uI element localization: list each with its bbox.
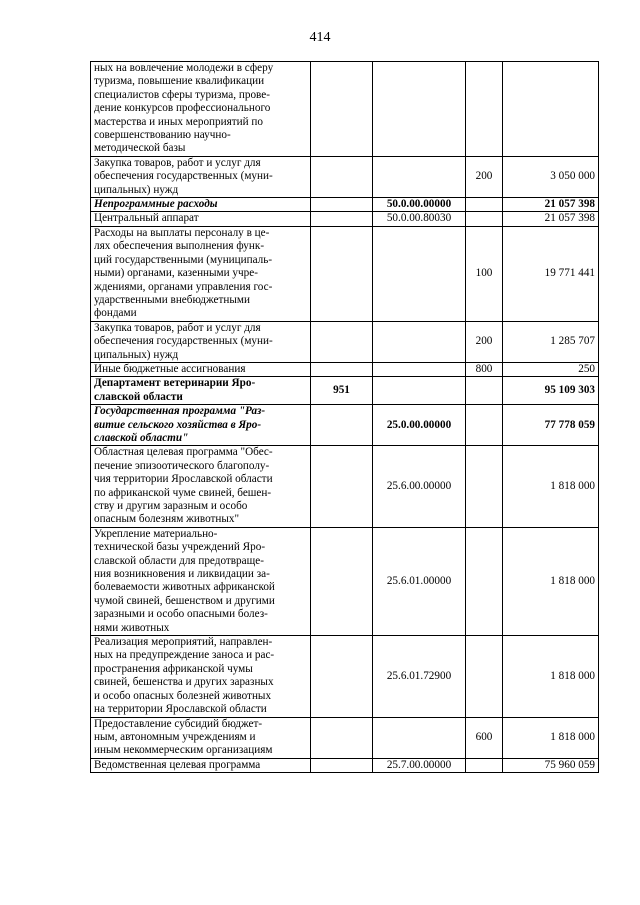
row-name-cell xyxy=(91,717,311,758)
row-name-line: и особо опасных болезней животных xyxy=(94,689,272,702)
budget-table xyxy=(90,61,599,773)
table-row xyxy=(91,198,599,212)
row-amount-cell: 95 109 303 xyxy=(503,377,599,405)
row-csr-cell: 25.6.01.72900 xyxy=(373,636,466,717)
row-name-line: чумой свиней, бешенством и другими xyxy=(94,594,275,607)
row-org-cell xyxy=(311,362,373,376)
row-name-line: славской области для предотвраще- xyxy=(94,554,264,567)
row-org-cell xyxy=(311,446,373,527)
row-name-line: ций государственными (муниципаль- xyxy=(94,253,273,266)
row-org-cell xyxy=(311,321,373,362)
row-csr-cell: 50.0.00.00000 xyxy=(373,198,466,212)
row-name-line: Непрограммные расходы xyxy=(94,198,218,211)
row-name-line: ния возникновения и ликвидации за- xyxy=(94,568,270,581)
table-row xyxy=(91,377,599,405)
table-row xyxy=(91,226,599,321)
row-name-line: по африканской чуме свиней, бешен- xyxy=(94,486,272,499)
row-name-cell xyxy=(91,377,311,405)
table-row xyxy=(91,212,599,226)
row-name-cell xyxy=(91,198,311,212)
row-name-line: Департамент ветеринарии Яро- xyxy=(94,377,256,390)
row-amount-cell: 1 818 000 xyxy=(503,636,599,717)
row-name-cell xyxy=(91,758,311,772)
page-number: 414 xyxy=(309,30,331,45)
row-name-line: Ведомственная целевая программа xyxy=(94,758,261,771)
row-name-line: обеспечения государственных (муни- xyxy=(94,335,273,348)
row-org-cell: 951 xyxy=(311,377,373,405)
row-csr-cell xyxy=(373,377,466,405)
row-name-cell xyxy=(91,362,311,376)
row-kvr-cell xyxy=(466,446,503,527)
row-kvr-cell xyxy=(466,62,503,157)
row-amount-cell: 1 818 000 xyxy=(503,527,599,635)
row-name-cell xyxy=(91,527,311,635)
row-csr-cell: 25.6.00.00000 xyxy=(373,446,466,527)
row-csr-cell xyxy=(373,717,466,758)
row-name-line: Предоставление субсидий бюджет- xyxy=(94,717,263,730)
row-name-cell xyxy=(91,636,311,717)
row-name-line: свиней, бешенства и других заразных xyxy=(94,676,274,689)
row-kvr-cell xyxy=(466,636,503,717)
row-org-cell xyxy=(311,758,373,772)
row-org-cell xyxy=(311,212,373,226)
row-org-cell xyxy=(311,717,373,758)
row-name-line: пространения африканской чумы xyxy=(94,662,253,675)
row-name-line: нями животных xyxy=(94,621,170,634)
row-org-cell xyxy=(311,198,373,212)
row-amount-cell: 3 050 000 xyxy=(503,156,599,197)
row-csr-cell: 25.0.00.00000 xyxy=(373,405,466,446)
row-name-line: Расходы на выплаты персоналу в це- xyxy=(94,226,270,239)
row-amount-cell: 75 960 059 xyxy=(503,758,599,772)
row-name-line: ципальных) нужд xyxy=(94,183,179,196)
row-name-line: иным некоммерческим организациям xyxy=(94,744,273,757)
row-name-cell xyxy=(91,212,311,226)
row-name-line: Укрепление материально- xyxy=(94,527,218,540)
row-kvr-cell: 100 xyxy=(466,226,503,321)
row-name-line: Областная целевая программа "Обес- xyxy=(94,446,273,459)
row-csr-cell: 25.7.00.00000 xyxy=(373,758,466,772)
row-name-line: заразными и особо опасными болез- xyxy=(94,608,268,621)
table-row xyxy=(91,156,599,197)
row-amount-cell: 19 771 441 xyxy=(503,226,599,321)
row-name-line: ству и другим заразным и особо xyxy=(94,500,248,512)
row-kvr-cell xyxy=(466,198,503,212)
row-name-cell xyxy=(91,321,311,362)
row-name-line: ждениями, органами управления гос- xyxy=(94,280,273,293)
row-name-line: славской области" xyxy=(94,431,189,444)
row-amount-cell: 1 818 000 xyxy=(503,717,599,758)
row-csr-cell: 50.0.00.80030 xyxy=(373,212,466,226)
row-kvr-cell xyxy=(466,758,503,772)
row-name-line: болеваемости животных африканской xyxy=(94,581,275,594)
row-kvr-cell: 800 xyxy=(466,362,503,376)
row-name-line: чия территории Ярославской области xyxy=(94,473,273,486)
row-name-line: совершенствованию научно- xyxy=(94,129,231,142)
table-row xyxy=(91,717,599,758)
row-name-cell xyxy=(91,62,311,157)
row-name-cell xyxy=(91,156,311,197)
row-amount-cell: 1 285 707 xyxy=(503,321,599,362)
row-org-cell xyxy=(311,527,373,635)
row-name-line: дение конкурсов профессионального xyxy=(94,102,271,115)
row-amount-cell: 21 057 398 xyxy=(503,212,599,226)
table-row xyxy=(91,636,599,717)
row-name-cell xyxy=(91,226,311,321)
row-org-cell xyxy=(311,405,373,446)
row-name-line: лях обеспечения выполнения функ- xyxy=(94,240,265,253)
row-org-cell xyxy=(311,636,373,717)
row-name-line: ным, автономным учреждениям и xyxy=(94,730,256,743)
row-name-line: мастерства и иных мероприятий по xyxy=(94,115,263,128)
row-name-line: Центральный аппарат xyxy=(94,212,199,225)
row-csr-cell xyxy=(373,62,466,157)
row-name-line: опасным болезням животных" xyxy=(94,513,240,526)
table-row xyxy=(91,62,599,157)
row-kvr-cell: 600 xyxy=(466,717,503,758)
row-name-line: Закупка товаров, работ и услуг для xyxy=(94,156,261,169)
row-csr-cell xyxy=(373,362,466,376)
row-kvr-cell xyxy=(466,527,503,635)
row-name-line: ных на предупреждение заноса и рас- xyxy=(94,649,275,662)
row-name-cell xyxy=(91,405,311,446)
row-name-line: специалистов сферы туризма, прове- xyxy=(94,88,270,101)
row-name-line: фондами xyxy=(94,307,137,320)
row-kvr-cell xyxy=(466,405,503,446)
row-amount-cell: 77 778 059 xyxy=(503,405,599,446)
table-row xyxy=(91,321,599,362)
row-name-line: Реализация мероприятий, направлен- xyxy=(94,636,273,649)
table-row xyxy=(91,446,599,527)
row-name-cell xyxy=(91,446,311,527)
row-kvr-cell xyxy=(466,377,503,405)
budget-table-body xyxy=(91,62,599,773)
row-name-line: ных на вовлечение молодежи в сферу xyxy=(94,62,274,74)
row-name-line: ными) органами, казенными учре- xyxy=(94,267,258,280)
row-amount-cell xyxy=(503,62,599,157)
row-csr-cell xyxy=(373,226,466,321)
row-csr-cell: 25.6.01.00000 xyxy=(373,527,466,635)
row-kvr-cell xyxy=(466,212,503,226)
row-name-line: ципальных) нужд xyxy=(94,348,179,361)
row-name-line: методической базы xyxy=(94,142,186,155)
row-org-cell xyxy=(311,62,373,157)
row-name-line: Государственная программа "Раз- xyxy=(94,405,266,418)
row-amount-cell: 21 057 398 xyxy=(503,198,599,212)
table-row xyxy=(91,527,599,635)
table-row xyxy=(91,362,599,376)
row-name-line: на территории Ярославской области xyxy=(94,703,267,716)
table-row xyxy=(91,405,599,446)
row-name-line: славской области xyxy=(94,390,183,403)
row-name-line: туризма, повышение квалификации xyxy=(94,75,265,88)
row-amount-cell: 250 xyxy=(503,362,599,376)
row-name-line: ударственными внебюджетными xyxy=(94,293,250,306)
row-name-line: Иные бюджетные ассигнования xyxy=(94,362,246,375)
row-csr-cell xyxy=(373,321,466,362)
row-kvr-cell: 200 xyxy=(466,321,503,362)
row-name-line: Закупка товаров, работ и услуг для xyxy=(94,321,261,334)
row-name-line: технической базы учреждений Яро- xyxy=(94,541,266,554)
row-org-cell xyxy=(311,156,373,197)
row-name-line: печение эпизоотического благополу- xyxy=(94,459,270,472)
row-amount-cell: 1 818 000 xyxy=(503,446,599,527)
row-name-line: витие сельского хозяйства в Яро- xyxy=(94,418,262,431)
row-csr-cell xyxy=(373,156,466,197)
table-row xyxy=(91,758,599,772)
row-org-cell xyxy=(311,226,373,321)
row-name-line: обеспечения государственных (муни- xyxy=(94,170,273,183)
row-kvr-cell: 200 xyxy=(466,156,503,197)
